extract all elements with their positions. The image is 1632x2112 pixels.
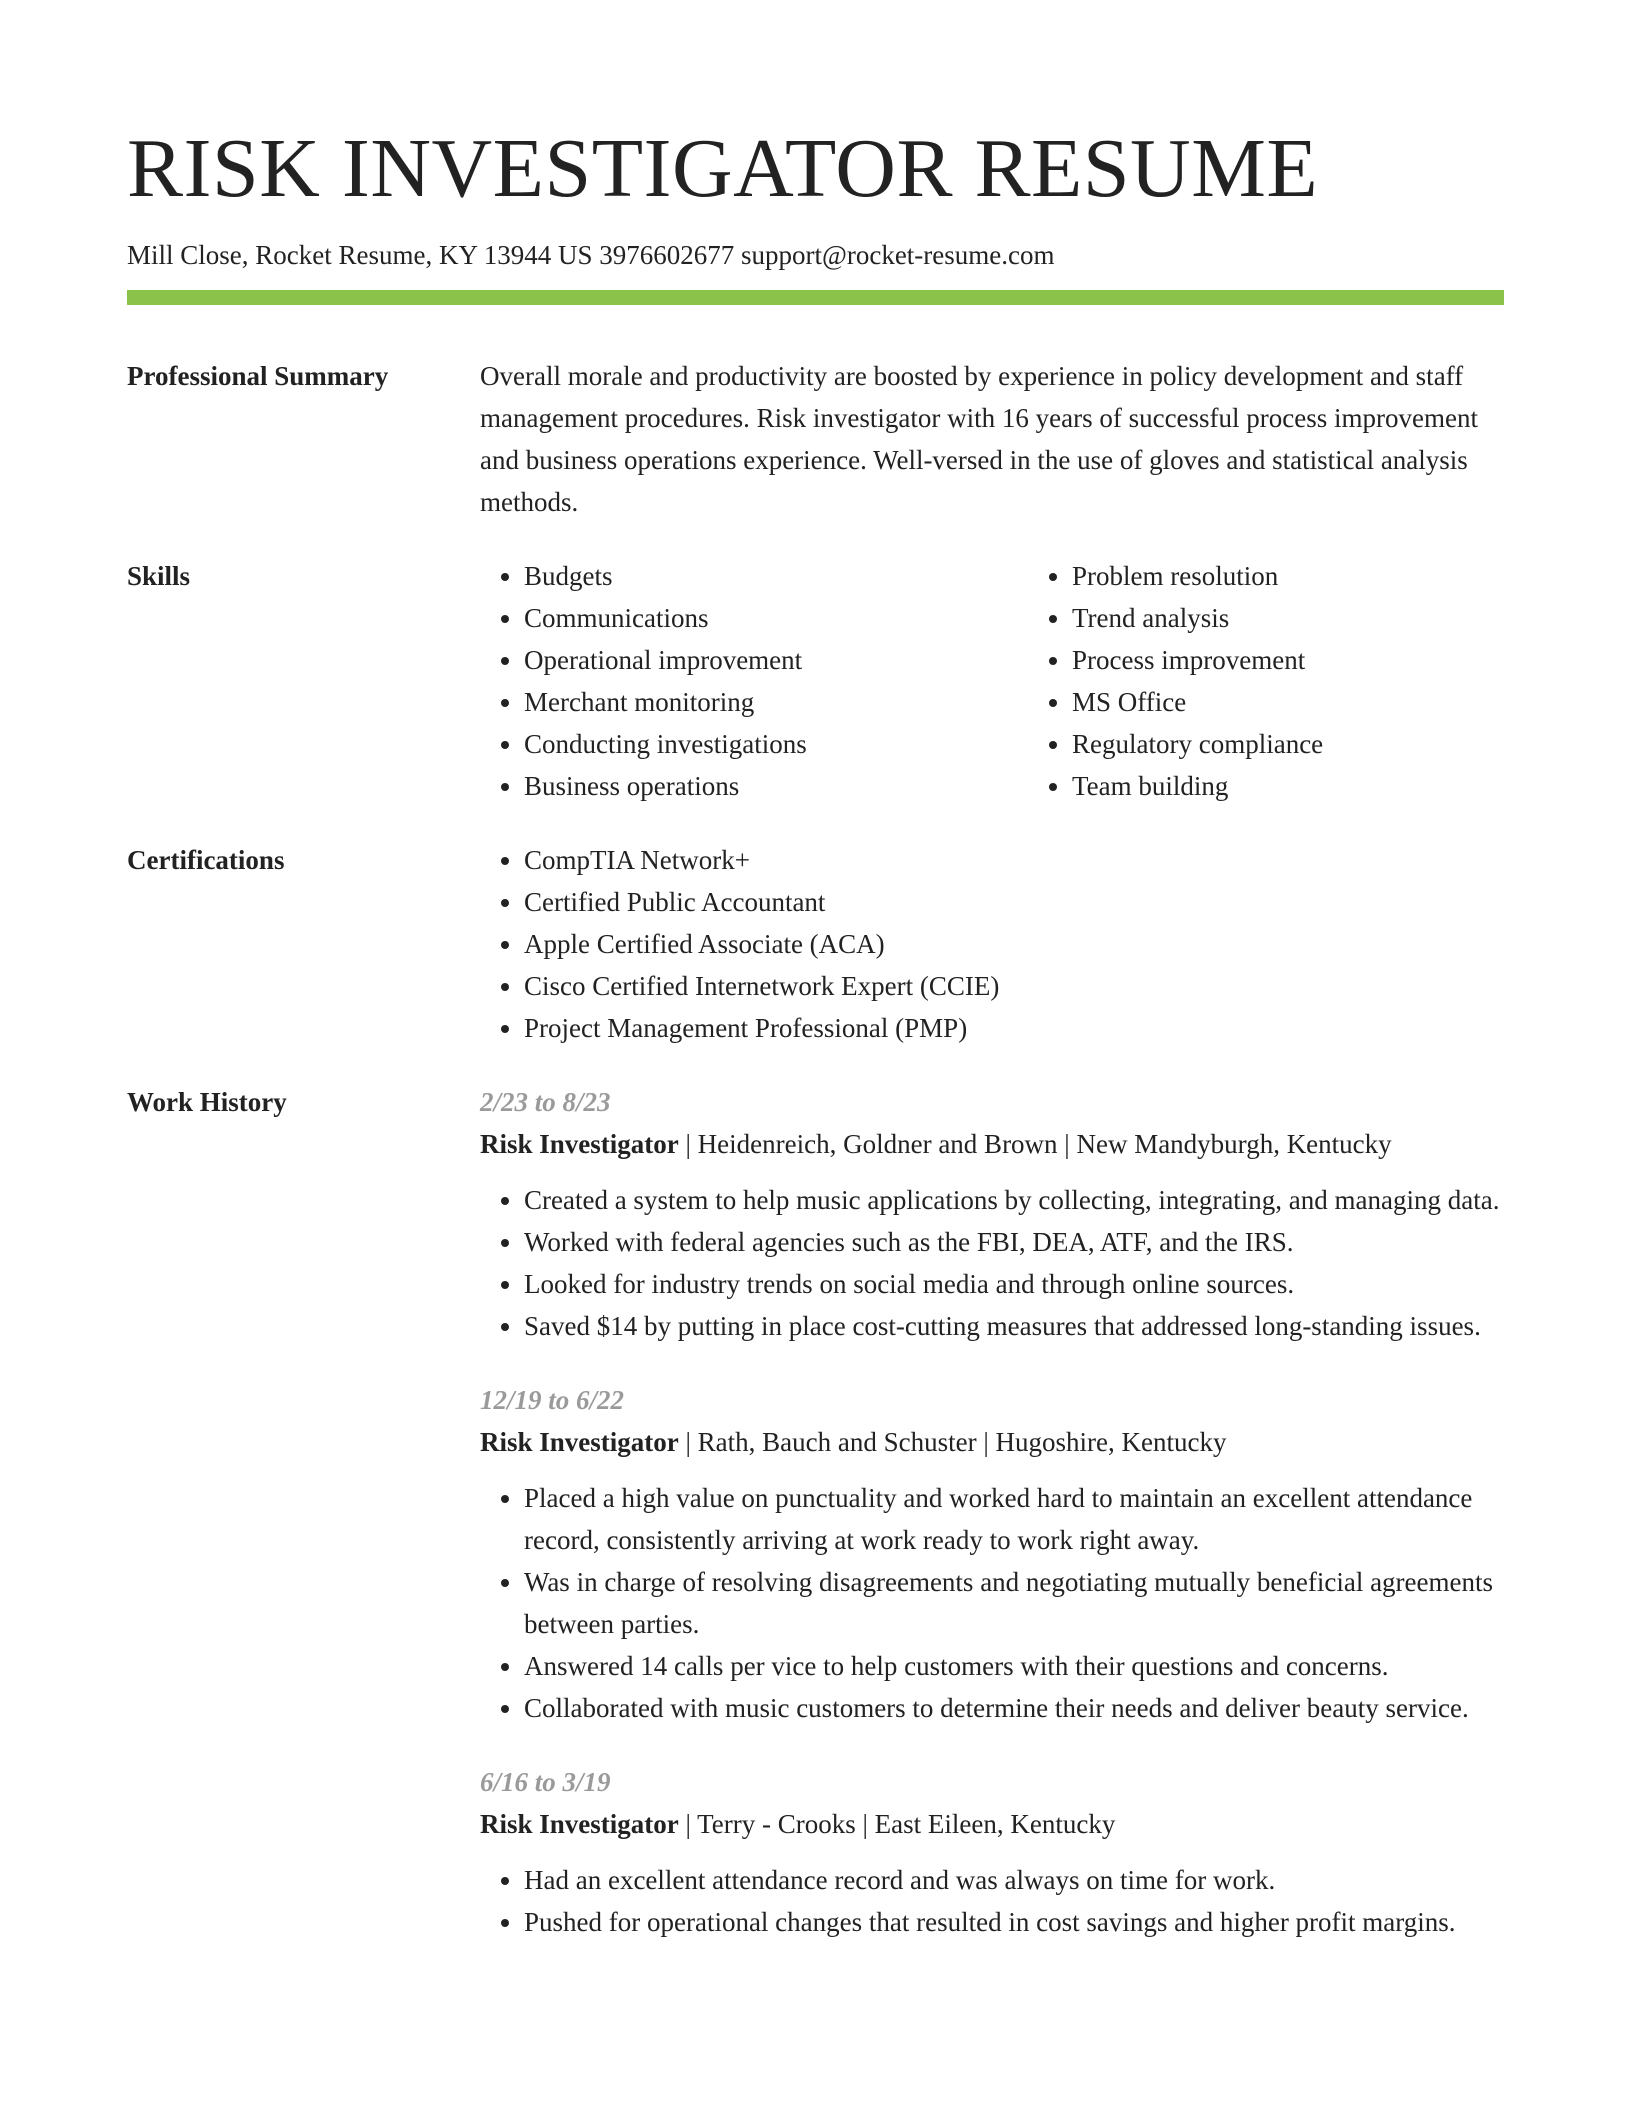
job-dates: 2/23 to 8/23 — [480, 1087, 611, 1117]
list-item: • MS Office — [1072, 681, 1576, 723]
list-item: • Budgets — [524, 555, 1028, 597]
list-item: • Merchant monitoring — [524, 681, 1028, 723]
job-bullets — [480, 1859, 1504, 1943]
list-item: • Process improvement — [1072, 639, 1576, 681]
work-history-section — [127, 1081, 1504, 1975]
page-title: RISK INVESTIGATOR RESUME — [127, 122, 1319, 215]
list-item: • Saved $14 by putting in place cost-cutting measures that addressed long-standing issues. — [524, 1305, 1504, 1347]
list-item: • Collaborated with music customers to determine their needs and deliver beauty service. — [524, 1687, 1504, 1729]
list-item: • Communications — [524, 597, 1028, 639]
list-item: • Conducting investigations — [524, 723, 1028, 765]
list-item: • Worked with federal agencies such as the FBI, DEA, ATF, and the IRS. — [524, 1221, 1504, 1263]
job-entry — [480, 1379, 1504, 1729]
job-dates: 6/16 to 3/19 — [480, 1767, 611, 1797]
job-heading — [480, 1803, 1504, 1845]
list-item: • Problem resolution — [1072, 555, 1576, 597]
header-divider — [127, 290, 1504, 305]
job-heading — [480, 1421, 1504, 1463]
job-details: | Terry - Crooks | East Eileen, Kentucky — [678, 1809, 1116, 1839]
contact-line: Mill Close, Rocket Resume, KY 13944 US 3976602677 support@rocket-resume.com — [127, 240, 1055, 270]
list-item: • CompTIA Network+ — [524, 839, 1504, 881]
job-details: | Heidenreich, Goldner and Brown | New Mandyburgh, Kentucky — [678, 1129, 1392, 1159]
list-item: • Placed a high value on punctuality and worked hard to maintain an excellent attendance record, consistently arriving at work ready to work right away. — [524, 1477, 1504, 1561]
list-item: • Had an excellent attendance record and was always on time for work. — [524, 1859, 1504, 1901]
list-item: • Certified Public Accountant — [524, 881, 1504, 923]
job-heading — [480, 1123, 1504, 1165]
skills-section — [127, 555, 1504, 807]
job-details: | Rath, Bauch and Schuster | Hugoshire, Kentucky — [678, 1427, 1227, 1457]
professional-summary-section — [127, 355, 1504, 523]
section-label: Work History — [127, 1087, 287, 1117]
list-item: • Project Management Professional (PMP) — [524, 1007, 1504, 1049]
section-label: Certifications — [127, 845, 285, 875]
certifications-list — [480, 839, 1504, 1049]
certifications-section — [127, 839, 1504, 1049]
skills-list-left — [480, 555, 1028, 807]
list-item: • Trend analysis — [1072, 597, 1576, 639]
list-item: • Created a system to help music applications by collecting, integrating, and managing data. — [524, 1179, 1504, 1221]
list-item: • Looked for industry trends on social media and through online sources. — [524, 1263, 1504, 1305]
job-bullets — [480, 1477, 1504, 1729]
list-item: • Operational improvement — [524, 639, 1028, 681]
list-item: • Apple Certified Associate (ACA) — [524, 923, 1504, 965]
job-title: Risk Investigator — [480, 1129, 679, 1159]
list-item: • Team building — [1072, 765, 1576, 807]
job-entry — [480, 1081, 1504, 1347]
job-entry — [480, 1761, 1504, 1943]
section-label: Professional Summary — [127, 361, 389, 391]
section-label: Skills — [127, 561, 191, 591]
job-title: Risk Investigator — [480, 1427, 679, 1457]
job-title: Risk Investigator — [480, 1809, 679, 1839]
list-item: • Answered 14 calls per vice to help customers with their questions and concerns. — [524, 1645, 1504, 1687]
job-dates: 12/19 to 6/22 — [480, 1385, 625, 1415]
skills-list-right — [1028, 555, 1576, 807]
skills-columns — [480, 555, 1576, 807]
job-bullets — [480, 1179, 1504, 1347]
list-item: • Business operations — [524, 765, 1028, 807]
list-item: • Cisco Certified Internetwork Expert (CCIE) — [524, 965, 1504, 1007]
list-item: • Pushed for operational changes that resulted in cost savings and higher profit margins. — [524, 1901, 1504, 1943]
summary-text: Overall morale and productivity are boosted by experience in policy development and staff management procedures. Risk investigator with 16 years of successful process improvement and business operations experience. Well-versed in the use of gloves and statistical analysis methods. — [480, 361, 1478, 517]
list-item: • Regulatory compliance — [1072, 723, 1576, 765]
resume-page — [127, 0, 1504, 1975]
list-item: • Was in charge of resolving disagreements and negotiating mutually beneficial agreements between parties. — [524, 1561, 1504, 1645]
